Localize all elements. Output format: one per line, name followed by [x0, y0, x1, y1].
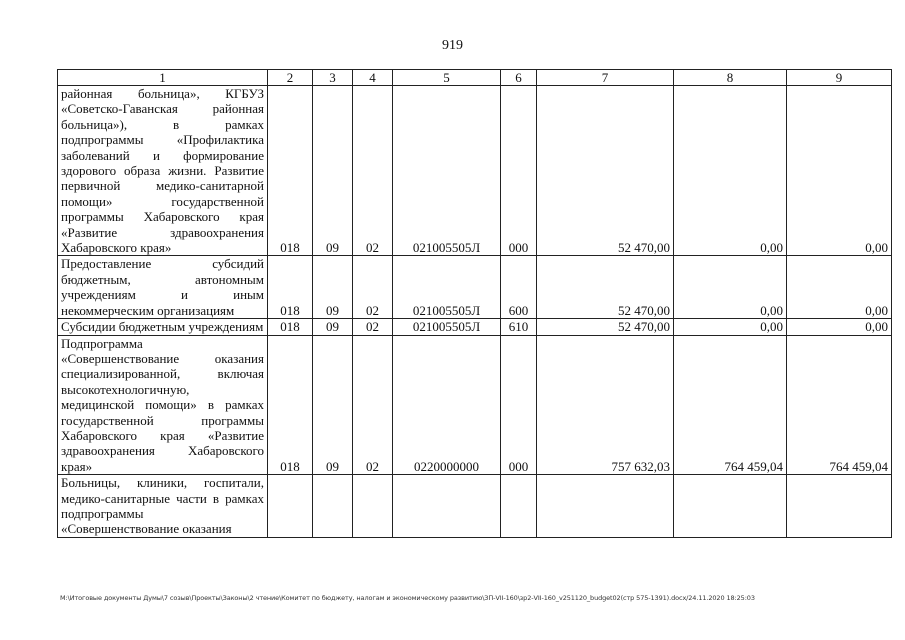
- cell-subsection: 02: [353, 86, 393, 256]
- cell-subsection: 02: [353, 319, 393, 335]
- cell-section: 09: [313, 86, 353, 256]
- column-header: 4: [353, 70, 393, 86]
- cell-amount-col7: 52 470,00: [537, 319, 674, 335]
- cell-expense-type: 000: [501, 86, 537, 256]
- table-row: [58, 319, 892, 335]
- cell-grbs: 018: [268, 335, 313, 475]
- cell-amount-col9: 0,00: [787, 86, 892, 256]
- column-header: 1: [58, 70, 268, 86]
- cell-amount-col8: 764 459,04: [674, 335, 787, 475]
- column-header: 8: [674, 70, 787, 86]
- cell-empty: [501, 475, 537, 538]
- page-number: 919: [442, 38, 463, 53]
- table-row: [58, 335, 892, 475]
- cell-subsection: 02: [353, 256, 393, 319]
- row-name: Субсидии бюджетным учреждениям: [58, 319, 268, 335]
- cell-expense-type: 600: [501, 256, 537, 319]
- cell-amount-col7: 52 470,00: [537, 256, 674, 319]
- table-row: [58, 475, 892, 538]
- cell-amount-col8: 0,00: [674, 319, 787, 335]
- column-header: 9: [787, 70, 892, 86]
- cell-expense-type: 610: [501, 319, 537, 335]
- cell-amount-col8: 0,00: [674, 256, 787, 319]
- cell-grbs: 018: [268, 86, 313, 256]
- row-name: Предоставление субсидий бюджетным, автономным учреждениям и иным некоммерческим организациям: [58, 256, 268, 319]
- table-header-row: [58, 70, 892, 86]
- cell-section: 09: [313, 319, 353, 335]
- row-name: Подпрограмма «Совершенствование оказания специализированной, включая высокотехнологичную, медицинской помощи» в рамках государственной программы Хабаровского края «Развитие здравоохранения Хабаровского края»: [58, 335, 268, 475]
- cell-grbs: 018: [268, 319, 313, 335]
- cell-empty: [268, 475, 313, 538]
- document-footer-path: M:\Итоговые документы Думы\7 созыв\Проекты\Законы\2 чтение\Комитет по бюджету, налогам и экономическому развитию\ЗП-VII-160\зр2-VII-160_v251120_budget02(стр 575-1391).docx/24.11.2020 18:25:03: [60, 594, 755, 602]
- cell-amount-col7: 52 470,00: [537, 86, 674, 256]
- cell-target-article: 021005505Л: [393, 256, 501, 319]
- cell-empty: [393, 475, 501, 538]
- cell-empty: [787, 475, 892, 538]
- cell-target-article: 021005505Л: [393, 86, 501, 256]
- column-header: 3: [313, 70, 353, 86]
- budget-table: [57, 69, 892, 538]
- row-name: районная больница», КГБУЗ «Советско-Гаванская районная больница»), в рамках подпрограммы «Профилактика заболеваний и формирование здорового образа жизни. Развитие первичной медико-санитарной помощи» государственной программы Хабаровского края «Развитие здравоохранения Хабаровского края»: [58, 86, 268, 256]
- cell-grbs: 018: [268, 256, 313, 319]
- column-header: 5: [393, 70, 501, 86]
- cell-section: 09: [313, 256, 353, 319]
- column-header: 2: [268, 70, 313, 86]
- row-name: Больницы, клиники, госпитали, медико-санитарные части в рамках подпрограммы «Совершенствование оказания: [58, 475, 268, 538]
- column-header: 6: [501, 70, 537, 86]
- cell-amount-col9: 0,00: [787, 319, 892, 335]
- cell-subsection: 02: [353, 335, 393, 475]
- table-row: [58, 256, 892, 319]
- cell-amount-col9: 764 459,04: [787, 335, 892, 475]
- cell-empty: [353, 475, 393, 538]
- cell-amount-col7: 757 632,03: [537, 335, 674, 475]
- cell-empty: [313, 475, 353, 538]
- cell-empty: [537, 475, 674, 538]
- column-header: 7: [537, 70, 674, 86]
- cell-section: 09: [313, 335, 353, 475]
- cell-target-article: 021005505Л: [393, 319, 501, 335]
- cell-amount-col9: 0,00: [787, 256, 892, 319]
- cell-empty: [674, 475, 787, 538]
- table-row: [58, 86, 892, 256]
- cell-target-article: 0220000000: [393, 335, 501, 475]
- cell-expense-type: 000: [501, 335, 537, 475]
- cell-amount-col8: 0,00: [674, 86, 787, 256]
